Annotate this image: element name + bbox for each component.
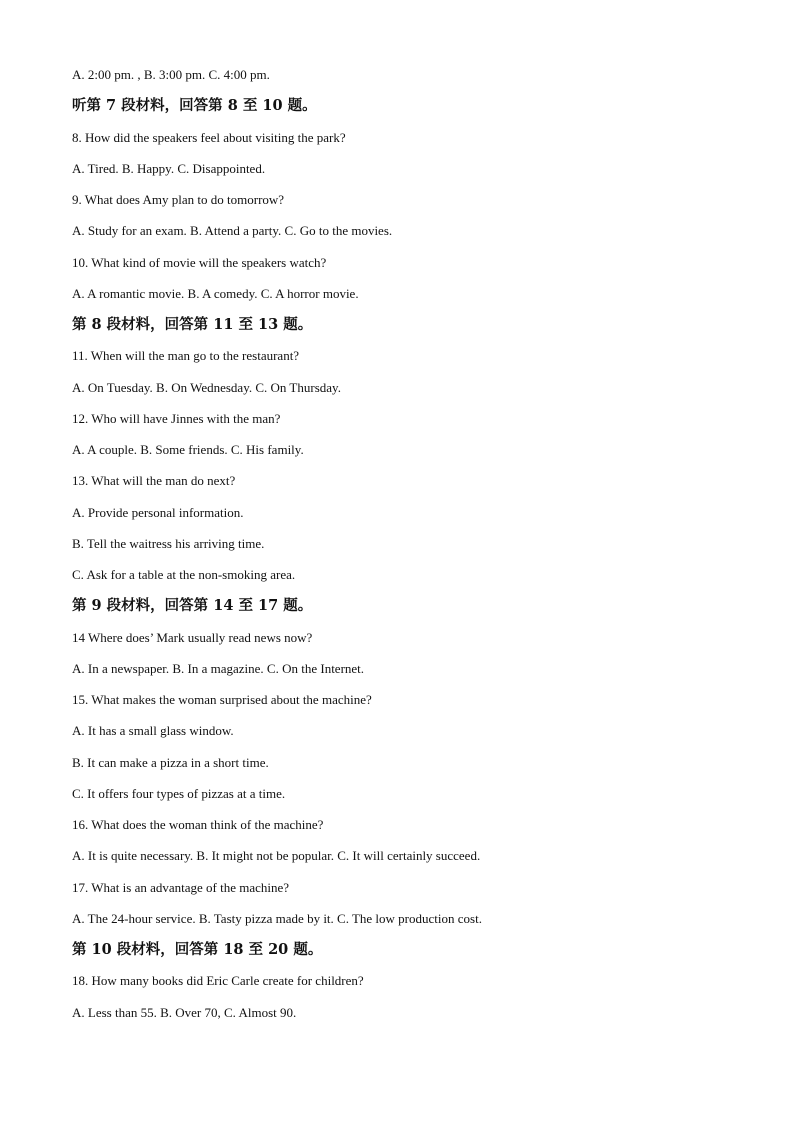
- question-line: 15. What makes the woman surprised about the machine?: [72, 692, 372, 707]
- question-line: A. It is quite necessary. B. It might not be popular. C. It will certainly succeed.: [72, 848, 481, 864]
- question-line: A. Provide personal information.: [72, 504, 244, 520]
- question-line: A. In a newspaper. B. In a magazine. C. On the Internet.: [72, 660, 365, 676]
- question-line: 10. What kind of movie will the speakers watch?: [72, 254, 327, 270]
- question-line: C. Ask for a table at the non-smoking area.: [72, 567, 296, 582]
- question-line: 12. Who will have Jinnes with the man?: [72, 410, 281, 426]
- question-line: C. It offers four types of pizzas at a time.: [72, 785, 286, 801]
- question-line: A. Tired. B. Happy. C. Disappointed.: [72, 160, 266, 176]
- question-line: 14 Where does’ Mark usually read news now?: [72, 629, 313, 645]
- question-line: A. 2:00 pm. , B. 3:00 pm. C. 4:00 pm.: [72, 67, 270, 82]
- question-line: 17. What is an advantage of the machine?: [72, 879, 290, 895]
- question-line: A. Study for an exam. B. Attend a party. C. Go to the movies.: [72, 223, 393, 239]
- question-line: A. On Tuesday. B. On Wednesday. C. On Thursday.: [72, 379, 341, 395]
- question-line: 18. How many books did Eric Carle create for children?: [72, 973, 364, 989]
- question-line: 11. When will the man go to the restaurant?: [72, 348, 300, 364]
- question-line: A. Less than 55. B. Over 70, C. Almost 90.: [72, 1004, 297, 1020]
- question-line: 8. How did the speakers feel about visiting the park?: [72, 129, 346, 145]
- question-line: A. It has a small glass window.: [72, 723, 234, 739]
- question-line: 9. What does Amy plan to do tomorrow?: [72, 192, 285, 207]
- section-heading: 第 10 段材料，回答第 18 至 20 题。: [72, 941, 323, 958]
- section-heading: 听第 7 段材料，回答第 8 至 10 题。: [72, 97, 317, 115]
- section-heading: 第 8 段材料，回答第 11 至 13 题。: [72, 316, 313, 333]
- question-line: A. The 24-hour service. B. Tasty pizza made by it. C. The low production cost.: [72, 910, 482, 926]
- section-heading: 第 9 段材料，回答第 14 至 17 题。: [72, 597, 313, 615]
- exam-page: [72, 64, 732, 1033]
- question-line: A. A romantic movie. B. A comedy. C. A horror movie.: [72, 285, 359, 301]
- question-line: A. A couple. B. Some friends. C. His family.: [72, 442, 304, 457]
- question-line: B. Tell the waitress his arriving time.: [72, 535, 265, 551]
- question-line: 13. What will the man do next?: [72, 473, 236, 489]
- question-line: B. It can make a pizza in a short time.: [72, 754, 269, 770]
- question-line: 16. What does the woman think of the machine?: [72, 817, 324, 832]
